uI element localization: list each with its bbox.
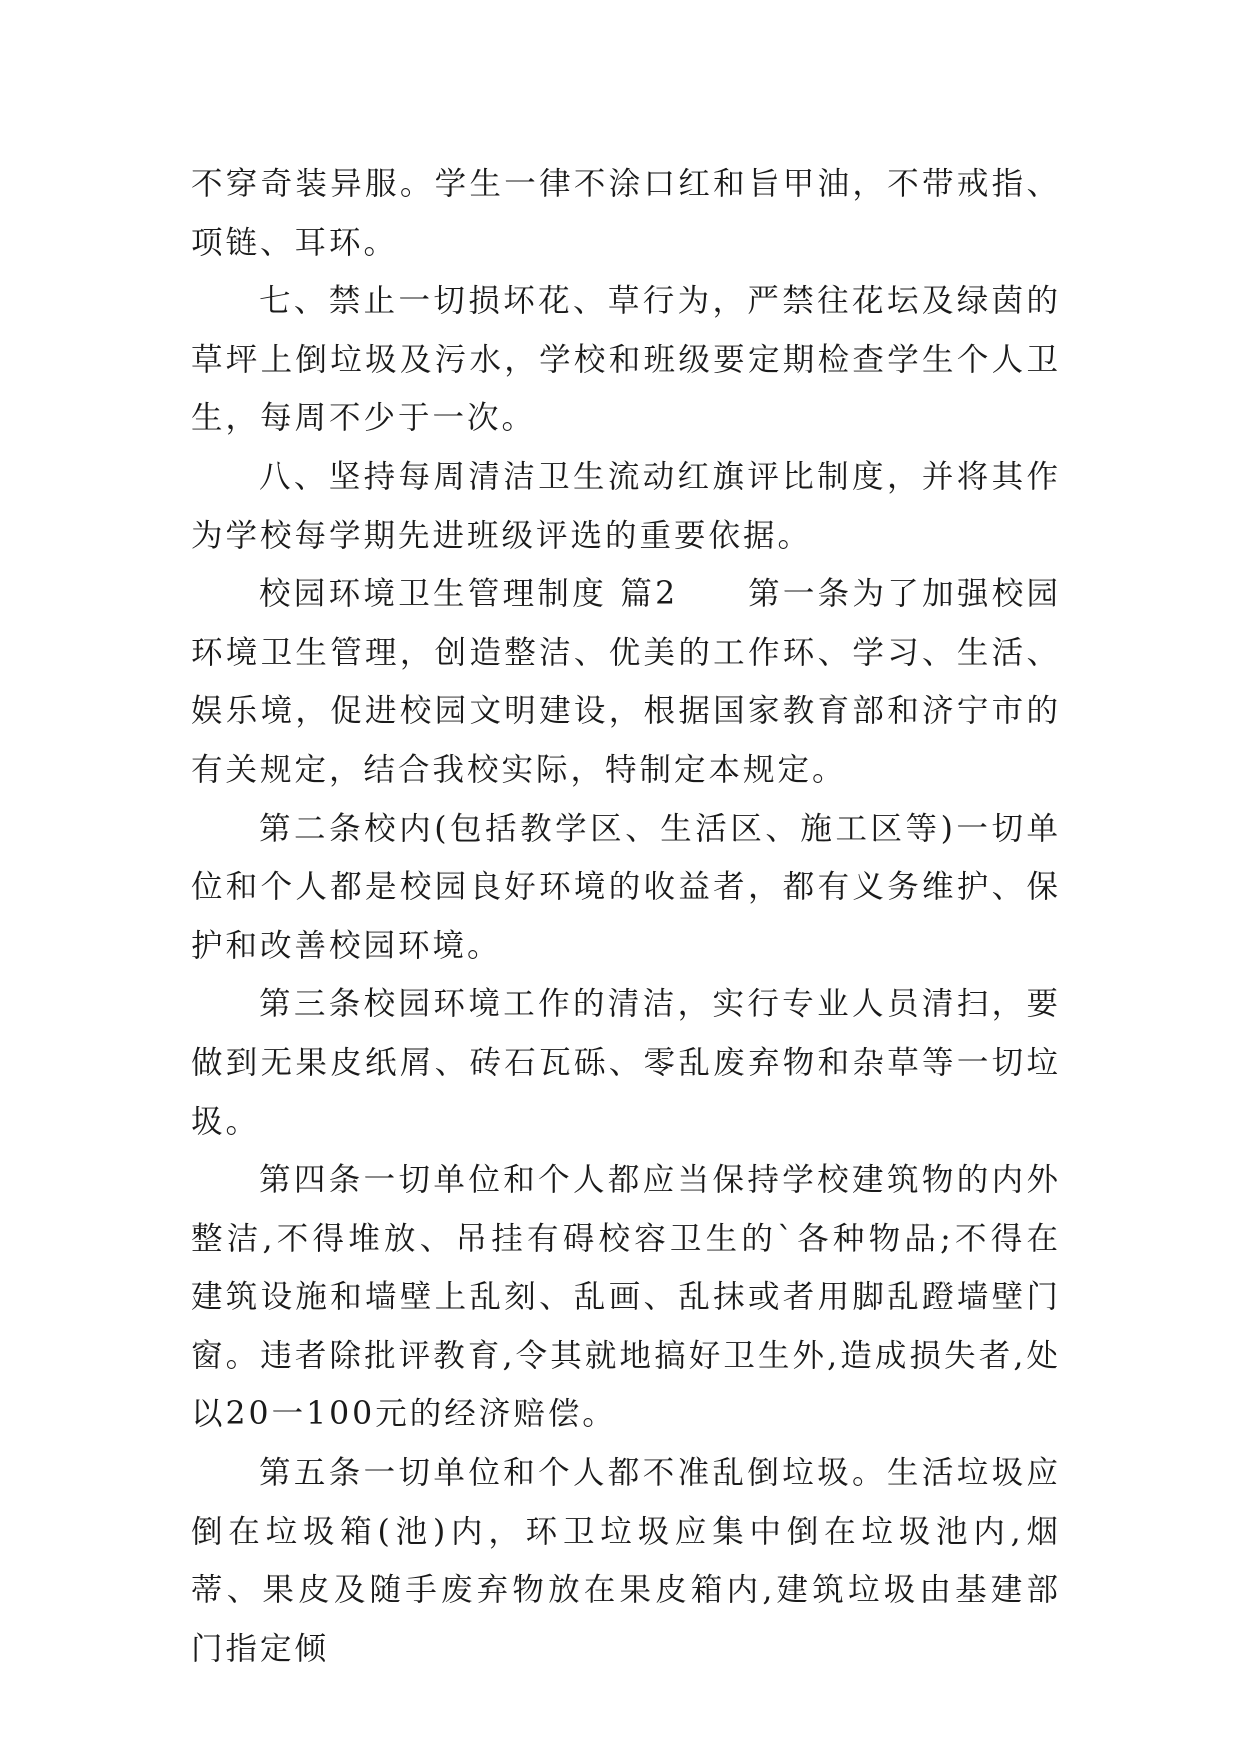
paragraph-article-4: 第四条一切单位和个人都应当保持学校建筑物的内外整洁,不得堆放、吊挂有碍校容卫生的`各种物品;不得在建筑设施和墙壁上乱刻、乱画、乱抹或者用脚乱蹬墙壁门窗。违者除批评教育,令其就地搞好卫生外,造成损失者,处以20一100元的经济赔偿。 [191,1162,1061,1433]
paragraph-item-8: 八、坚持每周清洁卫生流动红旗评比制度，并将其作为学校每学期先进班级评选的重要依据。 [191,458,1061,554]
paragraph-article-2: 第二条校内(包括教学区、生活区、施工区等)一切单位和个人都是校园良好环境的收益者，都有义务维护、保护和改善校园环境。 [191,810,1061,964]
paragraph-item-7: 七、禁止一切损坏花、草行为，严禁往花坛及绿茵的草坪上倒垃圾及污水，学校和班级要定期检查学生个人卫生，每周不少于一次。 [191,283,1061,437]
paragraph-article-5: 第五条一切单位和个人都不准乱倒垃圾。生活垃圾应倒在垃圾箱(池)内，环卫垃圾应集中倒在垃圾池内,烟蒂、果皮及随手废弃物放在果皮箱内,建筑垃圾由基建部门指定倾 [191,1455,1061,1667]
paragraph-article-1: 校园环境卫生管理制度 篇2 第一条为了加强校园环境卫生管理，创造整洁、优美的工作环、学习、生活、娱乐境，促进校园文明建设，根据国家教育部和济宁市的有关规定，结合我校实际，特制定本规定。 [191,576,1061,788]
paragraph-article-3: 第三条校园环境工作的清洁，实行专业人员清扫，要做到无果皮纸屑、砖石瓦砾、零乱废弃物和杂草等一切垃圾。 [191,986,1061,1140]
paragraph-continuation: 不穿奇装异服。学生一律不涂口红和旨甲油，不带戒指、项链、耳环。 [191,166,1061,261]
document-page [191,155,1061,1678]
